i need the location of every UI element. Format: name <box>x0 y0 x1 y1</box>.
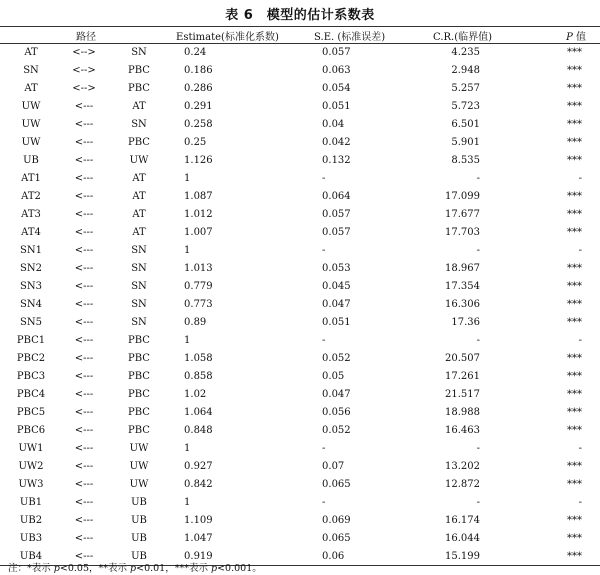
cell-se: 0.051 <box>322 101 351 112</box>
cell-from: UW3 <box>18 479 44 490</box>
cell-estimate: 0.258 <box>184 119 213 130</box>
cell-to: SN <box>131 47 147 59</box>
cell-cr: 6.501 <box>451 119 481 130</box>
table-row <box>0 494 600 512</box>
cell-p: *** <box>567 425 583 436</box>
cell-arrow: <--- <box>74 209 94 220</box>
cell-se: - <box>322 173 326 184</box>
cell-to: PBC <box>128 407 150 418</box>
cell-from: UB1 <box>19 497 43 508</box>
cell-cr: 5.723 <box>451 101 481 112</box>
cell-from: PBC1 <box>16 335 46 346</box>
cell-estimate: 0.186 <box>184 65 213 76</box>
cell-cr: 17.36 <box>451 317 481 328</box>
cell-p: *** <box>567 479 583 490</box>
footnote-t2: <0.01，***表示 <box>136 563 211 574</box>
table-row <box>0 314 600 332</box>
header-path: 路径 <box>0 27 172 44</box>
cell-from: AT <box>24 47 38 59</box>
cell-cr: 16.463 <box>445 425 481 436</box>
cell-se: 0.051 <box>322 317 351 328</box>
cell-estimate: 0.25 <box>184 137 207 148</box>
cell-estimate: 1.007 <box>184 227 213 238</box>
cell-estimate: 1.047 <box>184 533 213 544</box>
cell-cr: 2.948 <box>451 65 481 76</box>
cell-arrow: <--- <box>74 299 94 310</box>
cell-estimate: 1.087 <box>184 191 213 202</box>
cell-p: *** <box>567 533 583 544</box>
cell-arrow: <--- <box>74 425 94 436</box>
table-row <box>0 134 600 152</box>
cell-estimate: 0.291 <box>184 101 213 112</box>
cell-to: SN <box>131 317 147 328</box>
cell-arrow: <--- <box>62 548 106 566</box>
cell-arrow: <--- <box>74 263 94 274</box>
cell-arrow: <--- <box>74 173 94 184</box>
cell-arrow: <--- <box>74 191 94 202</box>
table-row <box>0 80 600 98</box>
cell-to: PBC <box>128 353 150 364</box>
header-cr: C.R.(临界值) <box>418 27 538 44</box>
cell-from: PBC6 <box>16 425 46 436</box>
cell-p: *** <box>538 548 600 566</box>
cell-se: - <box>322 443 326 454</box>
cell-cr: 17.677 <box>445 209 481 220</box>
cell-estimate: 1.013 <box>184 263 213 274</box>
cell-cr: 16.044 <box>445 533 481 544</box>
cell-to: AT <box>132 191 146 202</box>
table-row <box>0 206 600 224</box>
cell-to: UB <box>131 497 147 508</box>
cell-estimate: 1 <box>184 335 191 346</box>
cell-cr: 13.202 <box>445 461 481 472</box>
table-row <box>0 224 600 242</box>
cell-arrow: <--> <box>72 83 96 94</box>
cell-se: 0.057 <box>322 209 351 220</box>
cell-p: *** <box>567 299 583 310</box>
cell-arrow: <--- <box>74 281 94 292</box>
table-row <box>0 476 600 494</box>
cell-from: PBC5 <box>16 407 46 418</box>
cell-se: 0.054 <box>322 83 351 94</box>
cell-estimate: 0.89 <box>184 317 207 328</box>
cell-to: PBC <box>128 65 150 76</box>
cell-from: PBC2 <box>16 353 46 364</box>
cell-arrow: <--- <box>74 389 94 400</box>
cell-estimate: 1 <box>184 173 191 184</box>
cell-estimate: 1.064 <box>184 407 213 418</box>
cell-p: *** <box>567 389 583 400</box>
header-p <box>538 27 600 44</box>
cell-cr: - <box>476 173 481 184</box>
cell-cr: 15.199 <box>418 548 538 566</box>
cell-arrow: <--- <box>74 371 94 382</box>
cell-estimate: 0.858 <box>184 371 213 382</box>
cell-estimate: 1.02 <box>184 389 207 400</box>
cell-cr: 17.703 <box>445 227 481 238</box>
table-row <box>0 458 600 476</box>
table-row <box>0 260 600 278</box>
table-row <box>0 242 600 260</box>
cell-se: 0.064 <box>322 191 351 202</box>
header-se: S.E. (标准误差) <box>300 27 418 44</box>
cell-from: UW <box>21 137 41 148</box>
cell-from: AT2 <box>21 191 41 202</box>
cell-from: AT1 <box>21 173 41 184</box>
cell-estimate: 0.773 <box>184 299 213 310</box>
cell-from: PBC4 <box>16 389 46 400</box>
cell-se: 0.065 <box>322 533 351 544</box>
cell-to: SN <box>131 119 147 130</box>
cell-se: 0.052 <box>322 425 351 436</box>
cell-se: 0.06 <box>300 548 418 566</box>
table-row <box>0 350 600 368</box>
cell-from: PBC3 <box>16 371 46 382</box>
cell-se: - <box>322 335 326 346</box>
cell-arrow: <--- <box>74 461 94 472</box>
table-row <box>0 386 600 404</box>
cell-se: 0.053 <box>322 263 351 274</box>
cell-p: - <box>578 335 583 346</box>
cell-se: 0.042 <box>322 137 351 148</box>
cell-to: UB <box>106 548 172 566</box>
table-row <box>0 332 600 350</box>
cell-arrow: <--- <box>74 317 94 328</box>
cell-to: SN <box>131 299 147 310</box>
cell-to: PBC <box>128 137 150 148</box>
cell-from: UW <box>21 101 41 112</box>
cell-estimate: 0.919 <box>172 548 300 566</box>
cell-arrow: <--- <box>74 227 94 238</box>
table-row <box>0 170 600 188</box>
cell-p: *** <box>567 137 583 148</box>
header-estimate: Estimate(标准化系数) <box>172 27 300 44</box>
table-row <box>0 422 600 440</box>
cell-arrow: <--- <box>74 101 94 112</box>
cell-cr: - <box>476 335 481 346</box>
cell-cr: 17.261 <box>445 371 481 382</box>
footnote-lead: 注：*表示 <box>8 563 54 574</box>
footnote-p1: p <box>53 563 60 574</box>
cell-from: UB <box>23 155 39 166</box>
cell-estimate: 1.126 <box>184 155 213 166</box>
table-row <box>0 44 600 62</box>
cell-cr: 5.901 <box>451 137 481 148</box>
cell-arrow: <--- <box>74 353 94 364</box>
cell-to: AT <box>132 173 146 184</box>
cell-arrow: <--> <box>72 47 96 59</box>
header-p-suffix: 值 <box>572 31 587 43</box>
cell-from: AT4 <box>21 227 41 238</box>
cell-to: SN <box>131 245 147 256</box>
cell-arrow: <--- <box>74 119 94 130</box>
cell-from: SN5 <box>20 317 42 328</box>
cell-cr: 20.507 <box>445 353 481 364</box>
cell-p: *** <box>567 461 583 472</box>
cell-arrow: <--- <box>74 515 94 526</box>
table-row <box>0 188 600 206</box>
cell-estimate: 1.058 <box>184 353 213 364</box>
cell-arrow: <--- <box>74 245 94 256</box>
table-title: 表 6 模型的估计系数表 <box>225 8 375 23</box>
cell-to: UW <box>129 155 149 166</box>
cell-se: 0.065 <box>322 479 351 490</box>
cell-p: *** <box>567 119 583 130</box>
cell-from: SN <box>23 65 39 76</box>
cell-estimate: 0.848 <box>184 425 213 436</box>
cell-p: - <box>578 497 583 508</box>
cell-p: *** <box>567 371 583 382</box>
cell-p: *** <box>567 209 583 220</box>
cell-arrow: <--- <box>74 155 94 166</box>
cell-from: SN4 <box>20 299 42 310</box>
cell-estimate: 0.24 <box>184 47 207 59</box>
cell-p: - <box>578 443 583 454</box>
cell-arrow: <--- <box>74 407 94 418</box>
cell-p: *** <box>567 101 583 112</box>
cell-cr: - <box>476 497 481 508</box>
cell-p: *** <box>567 65 583 76</box>
table-row <box>0 62 600 80</box>
cell-to: AT <box>132 209 146 220</box>
cell-to: UW <box>129 461 149 472</box>
cell-from: SN3 <box>20 281 42 292</box>
footnote-t3: <0.001。 <box>217 563 262 574</box>
table-row <box>0 404 600 422</box>
cell-se: 0.045 <box>322 281 351 292</box>
cell-p: *** <box>567 515 583 526</box>
cell-se: 0.057 <box>322 47 351 59</box>
cell-cr: - <box>476 443 481 454</box>
cell-estimate: 1 <box>184 443 191 454</box>
coefficient-table <box>0 26 600 566</box>
cell-estimate: 1 <box>184 245 191 256</box>
cell-estimate: 0.927 <box>184 461 213 472</box>
cell-cr: 8.535 <box>451 155 481 166</box>
cell-se: 0.07 <box>322 461 345 472</box>
table-row <box>0 152 600 170</box>
cell-p: - <box>578 173 583 184</box>
cell-arrow: <--- <box>74 137 94 148</box>
cell-cr: 17.354 <box>445 281 481 292</box>
table-body <box>0 44 600 566</box>
cell-cr: 12.872 <box>445 479 481 490</box>
table-row <box>0 116 600 134</box>
cell-se: 0.047 <box>322 389 351 400</box>
cell-se: - <box>322 245 326 256</box>
cell-estimate: 0.286 <box>184 83 213 94</box>
cell-se: 0.069 <box>322 515 351 526</box>
cell-estimate: 1 <box>184 497 191 508</box>
cell-cr: 16.306 <box>445 299 481 310</box>
cell-to: PBC <box>128 389 150 400</box>
cell-from: UW1 <box>18 443 44 454</box>
cell-to: PBC <box>128 83 150 94</box>
cell-p: *** <box>567 191 583 202</box>
table-row <box>0 440 600 458</box>
cell-p: *** <box>567 83 583 94</box>
cell-se: 0.056 <box>322 407 351 418</box>
cell-to: UW <box>129 443 149 454</box>
cell-se: 0.047 <box>322 299 351 310</box>
cell-to: AT <box>132 101 146 112</box>
cell-estimate: 0.842 <box>184 479 213 490</box>
table-row <box>0 296 600 314</box>
cell-se: 0.057 <box>322 227 351 238</box>
table-row <box>0 278 600 296</box>
cell-estimate: 0.779 <box>184 281 213 292</box>
cell-estimate: 1.012 <box>184 209 213 220</box>
cell-estimate: 1.109 <box>184 515 213 526</box>
cell-cr: - <box>476 245 481 256</box>
cell-p: *** <box>567 317 583 328</box>
cell-to: UB <box>131 533 147 544</box>
cell-to: SN <box>131 263 147 274</box>
footnote-t1: <0.05，**表示 <box>59 563 131 574</box>
cell-to: PBC <box>128 425 150 436</box>
header-row <box>0 27 600 44</box>
cell-cr: 5.257 <box>451 83 481 94</box>
cell-from: UB3 <box>19 533 43 544</box>
cell-to: UB <box>131 515 147 526</box>
cell-arrow: <--> <box>72 65 96 76</box>
cell-to: SN <box>131 281 147 292</box>
cell-arrow: <--- <box>74 533 94 544</box>
cell-cr: 18.967 <box>445 263 481 274</box>
cell-cr: 4.235 <box>451 47 481 59</box>
cell-p: *** <box>567 281 583 292</box>
cell-p: *** <box>567 407 583 418</box>
cell-from: SN1 <box>20 245 42 256</box>
cell-from: UB4 <box>0 548 62 566</box>
cell-se: 0.04 <box>322 119 345 130</box>
cell-to: UW <box>129 479 149 490</box>
cell-to: AT <box>132 227 146 238</box>
cell-cr: 16.174 <box>445 515 481 526</box>
cell-arrow: <--- <box>74 335 94 346</box>
table-row <box>0 368 600 386</box>
cell-p: *** <box>567 47 583 59</box>
cell-from: SN2 <box>20 263 42 274</box>
table-row <box>0 512 600 530</box>
cell-se: 0.063 <box>322 65 351 76</box>
cell-p: *** <box>567 353 583 364</box>
cell-to: PBC <box>128 371 150 382</box>
cell-cr: 18.988 <box>445 407 481 418</box>
cell-from: UW2 <box>18 461 44 472</box>
table-row <box>0 530 600 548</box>
footnote-p3: p <box>211 563 218 574</box>
cell-arrow: <--- <box>74 497 94 508</box>
cell-from: UW <box>21 119 41 130</box>
table-row <box>0 98 600 116</box>
cell-cr: 17.099 <box>445 191 481 202</box>
cell-p: *** <box>567 263 583 274</box>
cell-se: 0.05 <box>322 371 345 382</box>
footnote <box>8 560 262 574</box>
cell-p: *** <box>567 155 583 166</box>
cell-cr: 21.517 <box>445 389 481 400</box>
cell-from: AT <box>24 83 38 94</box>
cell-to: PBC <box>128 335 150 346</box>
cell-se: - <box>322 497 326 508</box>
cell-p: - <box>578 245 583 256</box>
cell-from: AT3 <box>21 209 41 220</box>
cell-arrow: <--- <box>74 443 94 454</box>
cell-arrow: <--- <box>74 479 94 490</box>
footnote-p2: p <box>130 563 137 574</box>
cell-from: UB2 <box>19 515 43 526</box>
cell-p: *** <box>567 227 583 238</box>
cell-se: 0.052 <box>322 353 351 364</box>
cell-se: 0.132 <box>322 155 351 166</box>
header-p-italic: P <box>566 31 573 43</box>
